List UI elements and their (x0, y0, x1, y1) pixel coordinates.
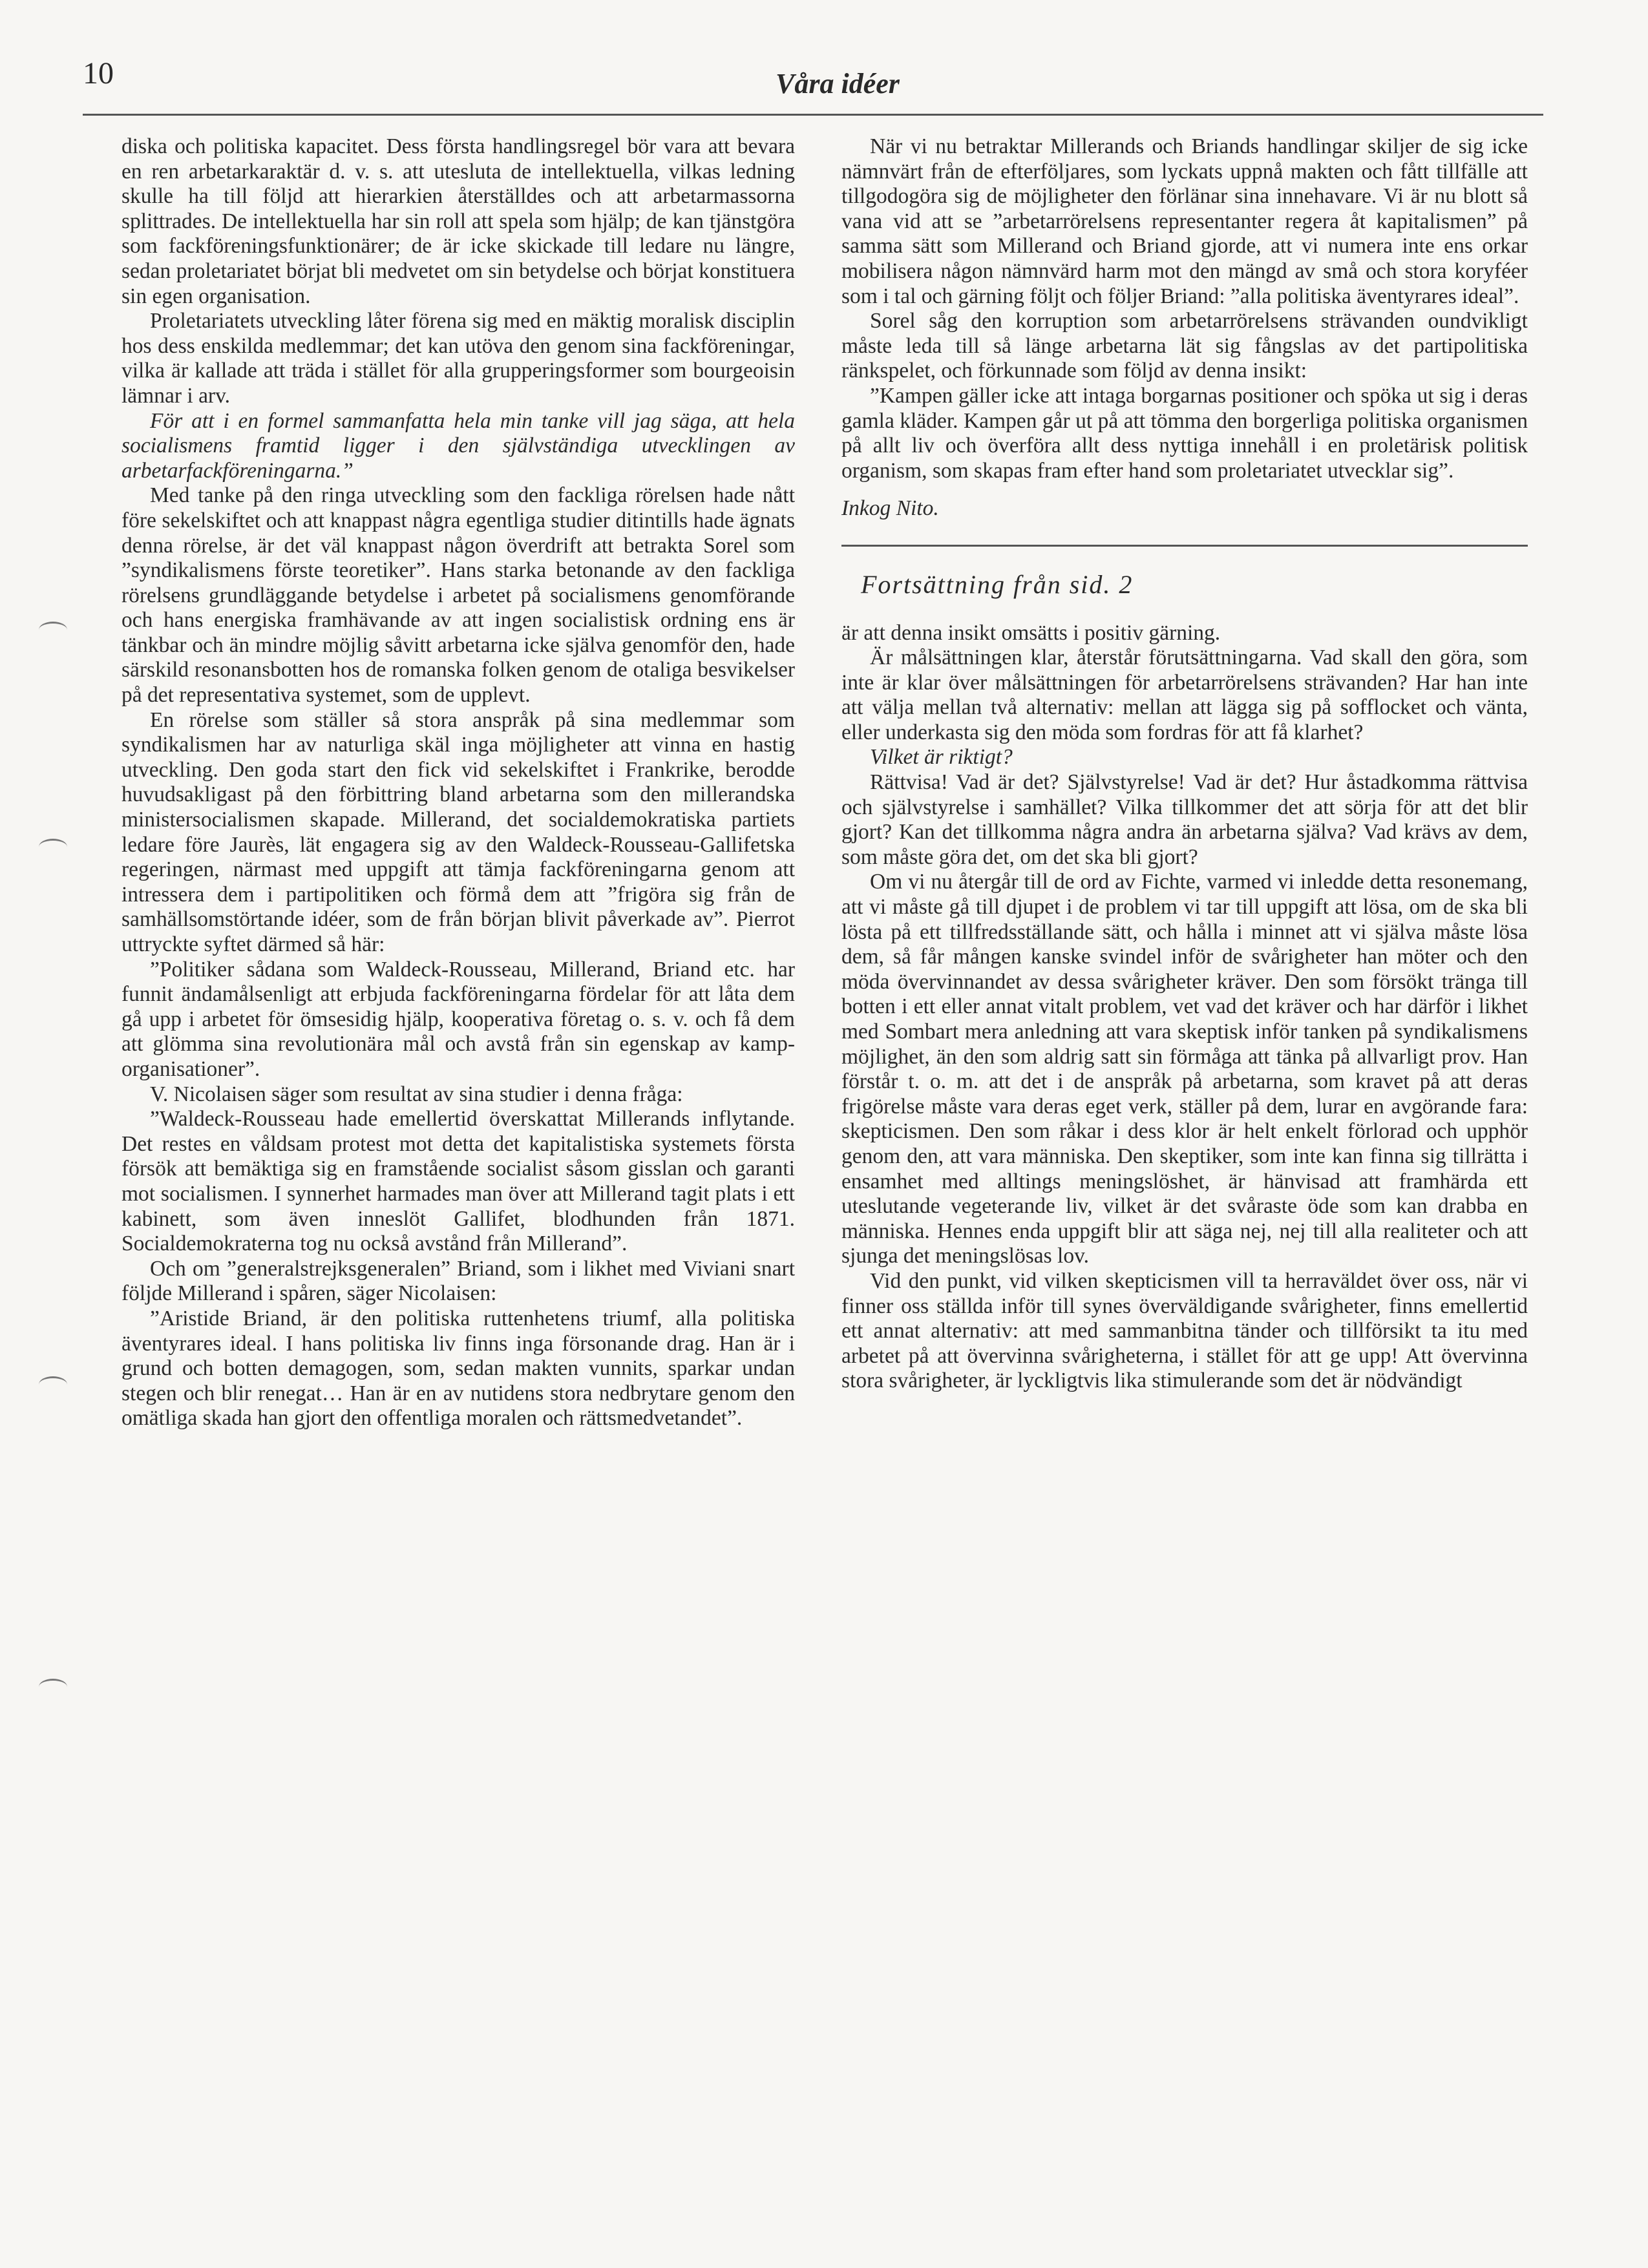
quote-paragraph: ”Waldeck-Rousseau hade emellertid överskattat Millerands inflytande. Det restes en våldsam protest mot detta det kapitalistiska systemets första försök att bemäktiga sig en framstående socialist såsom gisslan och garanti mot socialismen. I synnerhet harmades man över att Millerand tagit plats i ett kabinett, som även inneslöt Gallifet, blodhunden från 1871. Socialdemokraterna tog nu också avstånd från Millerand”. (121, 1107, 795, 1256)
left-column (121, 134, 795, 1431)
running-head: Våra idéer (776, 68, 900, 100)
column-rule (841, 545, 1528, 547)
body-paragraph: är att denna insikt omsätts i positiv gärning. (841, 620, 1221, 645)
body-paragraph: Proletariatets utveckling låter förena sig med en mäktig moralisk disciplin hos dess enskilda medlemmar; det kan utöva den genom sina fackföreningar, vilka är kallade att träda i stället för alla grupperingsformer som bourgeoisin lämnar i arv. (121, 309, 795, 408)
quote-paragraph: ”Politiker sådana som Waldeck-Rousseau, Millerand, Briand etc. har funnit ändamålsenligt att erbjuda fackföreningarna fördelar för att låta dem gå upp i arbetet för ömsesidig hjälp, kooperativa företag o. s. v. och få dem att glömma sina revolutionära mål och avstå från sin egenskap av kamp-organisationer”. (121, 957, 795, 1081)
body-paragraph: Är målsättningen klar, återstår förutsättningarna. Vad skall den göra, som inte är klar över målsättningen för arbetarrörelsens strävanden? Har han inte att välja mellan två alternativ: mellan att lägga sig på sofflocket och vänta, eller underkasta sig den möda som fordras för att få klarhet? (841, 646, 1528, 744)
page-number: 10 (83, 56, 114, 90)
body-paragraph: Och om ”generalstrejksgeneralen” Briand, som i likhet med Viviani snart följde Millerand i spåren, säger Nicolaisen: (121, 1256, 795, 1306)
body-paragraph: En rörelse som ställer så stora anspråk på sina medlemmar som syndikalismen har av naturliga skäl inga möjligheter att vinna en hastig utveckling. Den goda start den fick vid sekelskiftet i Frankrike, berodde huvudsakligast på den förbittring bland arbetarna som den millerandska ministersocialismen skapade. Millerand, det socialdemokratiska partiets ledare före Jaurès, lät engagera sig av den Waldeck-Rousseau-Gallifetska regeringen, närmast med uppgift att tämja fackföreningarna genom att intressera dem i partipolitiken och förmå dem att ”frigöra sig från de samhällsomstörtande idéer, som de från början blivit påverkade av”. Pierrot uttryckte syftet därmed så här: (121, 708, 795, 956)
article-signature: Inkog Nito. (841, 496, 939, 521)
body-paragraph: Rättvisa! Vad är det? Självstyrelse! Vad är det? Hur åstadkomma rättvisa och självstyrelse i samhället? Vilka tillkommer det att sörja för att det blir gjort? Kan det tillkomma några andra än arbetarna själva? Vad krävs av dem, som måste göra det, om det ska bli gjort? (841, 770, 1528, 869)
margin-mark (39, 1376, 67, 1392)
body-paragraph: diska och politiska kapacitet. Dess första handlingsregel bör vara att bevara en ren arbetarkaraktär d. v. s. att utesluta de intellektuella, vilkas ledning skulle ha till följd att hierarkien återställdes och att arbetarmassorna splittrades. De intellektuella har sin roll att spela som hjälp; de kan tjänstgöra som fackföreningsfunktionärer; de är icke skickade till ledare nu längre, sedan proletariatet börjat bli medvetet om sin betydelse och börjat konstituera sin egen organisation. (121, 134, 795, 308)
subheading: Vilket är riktigt? (870, 745, 1013, 770)
body-paragraph: V. Nicolaisen säger som resultat av sina studier i denna fråga: (150, 1082, 683, 1106)
quote-paragraph: ”Kampen gäller icke att intaga borgarnas positioner och spöka ut sig i deras gamla kläder. Kampen går ut på att tömma den borgerliga politiska organismen på allt liv och överföra allt dess nyttiga innehåll i en proletärisk politisk organism, som skapas fram efter hand som proletariatet utvecklar sig”. (841, 383, 1528, 483)
margin-mark (39, 839, 67, 855)
right-column (841, 134, 1528, 1394)
margin-mark (39, 622, 67, 638)
quote-paragraph: ”Aristide Briand, är den politiska ruttenhetens triumf, alla politiska äventyrares ideal. I hans politiska liv finns inga försonande drag. Han är i grund och botten demagogen, som, sedan makten vunnits, sparkar undan stegen och blir renegat… Han är en av nutidens stora nedbrytare genom den omätliga skada han gjort den offentliga moralen och rättsmedvetandet”. (121, 1306, 795, 1431)
body-paragraph: Vid den punkt, vid vilken skepticismen vill ta herraväldet över oss, när vi finner oss ställda inför till synes överväldigande svårigheter, finns emellertid ett annat alternativ: att med sammanbitna tänder och tillförsikt ta itu med arbetet på att övervinna svårigheterna, i stället för att ge upp! Att övervinna stora svårigheter, är lyckligtvis lika stimulerande som det är nödvändigt (841, 1268, 1528, 1393)
body-paragraph: När vi nu betraktar Millerands och Briands handlingar skiljer de sig icke nämnvärt från de efterföljares, som lyckats uppnå makten och fått tillfälle att tillgodogöra sig de möjligheter den förlänar sina innehavare. Vi är nu blott så vana vid att se ”arbetarrörelsens representanter regera åt kapitalismen” på samma sätt som Millerand och Briand gjorde, att vi numera inte ens orkar mobilisera någon nämnvärd harm mot den mängd av små och stora koryféer som i tal och gärning följt och följer Briand: ”alla politiska äventyrares ideal”. (841, 134, 1528, 308)
margin-mark (39, 1679, 67, 1695)
body-paragraph: Med tanke på den ringa utveckling som den fackliga rörelsen hade nått före sekelskiftet och att knappast några egentliga studier ditintills hade ägnats denna rörelse, är det väl knappast någon överdrift att betrakta Sorel som ”syndikalismens förste teoretiker”. Hans starka betonande av den fackliga rörelsens grundläggande betydelse i arbetet på socialismens genomförande och hans energiska framhävande av att ingen socialistisk ordning ens är tänkbar och än mindre möjlig såvitt arbetarna icke själva genomför den, hade särskild resonansbotten hos de romanska folken genom de otaliga besvikelser på det representativa systemet, som de upplevt. (121, 483, 795, 708)
body-paragraph: Om vi nu återgår till de ord av Fichte, varmed vi inledde detta resonemang, att vi måste gå till djupet i de problem vi tar till uppgift att lösa, om de ska bli lösta på ett tillfredsställande sätt, och hålla i minnet att vi själva måste lösa dem, så får mången kanske svindel inför de svårigheter han möter och den möda övervinnandet av dessa svårigheter kräver. Den som försökt tränga till botten i ett eller annat vitalt problem, vet vad det kräver och har därför i likhet med Sombart mera anledning att vara skeptisk inför tanken på syndikalismens möjlighet, än den som aldrig satt sin förmåga att tänka på allvarligt prov. Han förstår t. o. m. att det i de anspråk på arbetarna, som kravet på att deras frigörelse måste vara deras eget verk, ställer på dem, lurar en avgörande fara: skepticismen. Den som råkar i dess klor är helt enkelt förlorad och upphör genom den, att vara människa. Den skeptiker, som inte kan finna sig tillrätta i ensamhet med alltings meningslöshet, är hänvisad att framhärda ett uteslutande vegeterande liv, vilket är det svåraste öde som kan drabba en människa. Hennes enda uppgift blir att säga nej, nej till alla realiteter och att sjunga det meningslösas lov. (841, 870, 1528, 1268)
header-rule (83, 114, 1543, 116)
quote-paragraph: För att i en formel sammanfatta hela min tanke vill jag säga, att hela socialismens framtid ligger i den självständiga utvecklingen av arbetarfackföreningarna.” (121, 408, 795, 483)
body-paragraph: Sorel såg den korruption som arbetarrörelsens strävanden oundvikligt måste leda till så länge arbetarna lät sig fångslas av det partipolitiska ränkspelet, och förkunnade som följd av denna insikt: (841, 309, 1528, 383)
continuation-heading: Fortsättning från sid. 2 (861, 569, 1134, 599)
